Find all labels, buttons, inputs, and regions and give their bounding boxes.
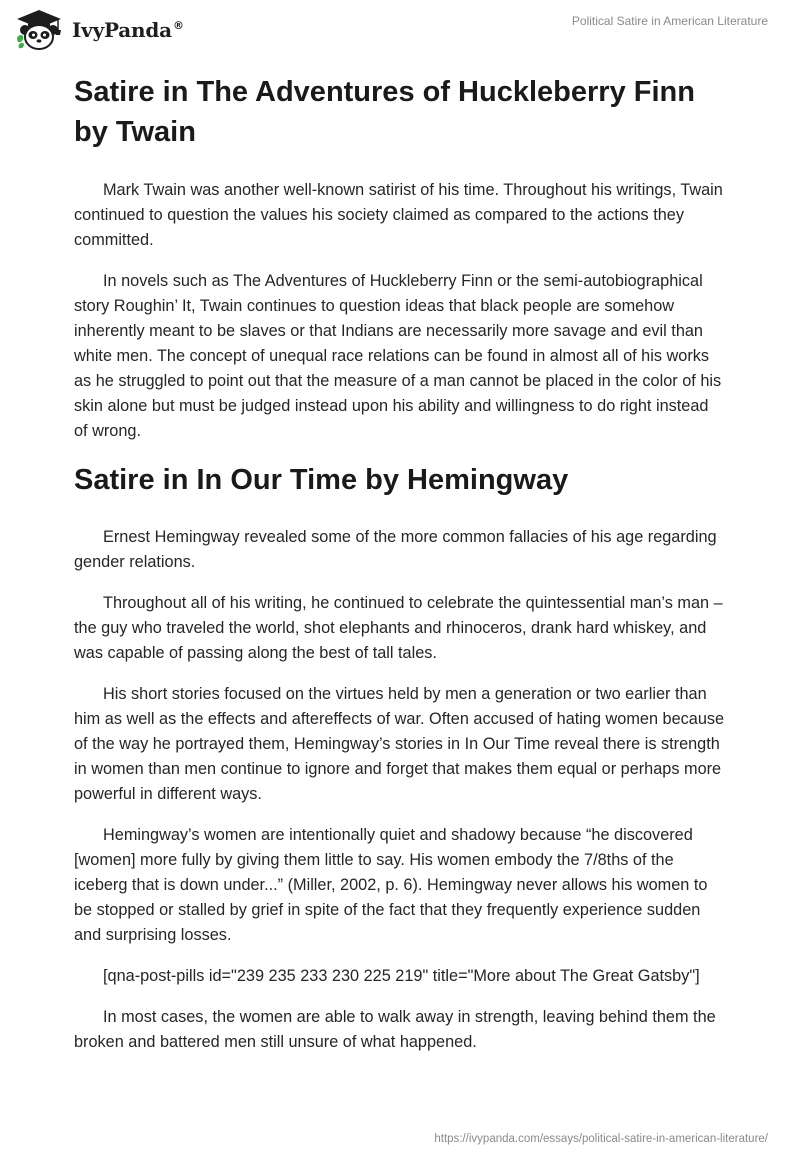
article-body [74, 70, 726, 1071]
paragraph: Ernest Hemingway revealed some of the more common fallacies of his age regarding gender relations. [74, 528, 717, 571]
source-url[interactable]: https://ivypanda.com/essays/political-satire-in-american-literature/ [434, 1133, 768, 1145]
section-heading-huckleberry-finn: Satire in The Adventures of Huckleberry Finn by Twain [74, 76, 695, 148]
registered-mark: ® [172, 19, 184, 33]
shortcode-paragraph: [qna-post-pills id="239 235 233 230 225 219" title="More about The Great Gatsby"] [103, 967, 700, 985]
paragraph: In novels such as The Adventures of Huckleberry Finn or the semi-autobiographical story Roughin’ It, Twain continues to question ideas that black people are somehow inherently meant to be slaves or that Indians are necessarily more savage and evil than white men. The concept of unequal race relations can be found in almost all of his works as he struggled to point out that the measure of a man cannot be placed in the color of his skin alone but must be judged instead upon his ability and willingness to do right instead of wrong. [74, 272, 722, 440]
page-header [0, 0, 800, 64]
paragraph: Mark Twain was another well-known satirist of his time. Throughout his writings, Twain continued to question the values his society claimed as compared to the actions they committed. [74, 181, 723, 249]
logo-wordmark [72, 18, 184, 42]
paragraph: Hemingway’s women are intentionally quiet and shadowy because “he discovered [women] more fully by giving them little to say. His women embody the 7/8ths of the iceberg that is down under...” (Miller, 2002, p. 6). Hemingway never allows his women to be stopped or stalled by grief in spite of the fact that they frequently experience sudden and surprising losses. [74, 826, 708, 944]
panda-graduate-icon [14, 8, 64, 52]
paragraph: His short stories focused on the virtues held by men a generation or two earlier than him as well as the effects and aftereffects of war. Often accused of hating women because of the way he portrayed them, Hemingway’s stories in In Our Time reveal there is strength in women than men continue to ignore and forget that makes them equal or perhaps more powerful in different ways. [74, 685, 725, 803]
document-title: Political Satire in American Literature [571, 14, 768, 28]
paragraph: In most cases, the women are able to walk away in strength, leaving behind them the broken and battered men still unsure of what happened. [74, 1008, 716, 1051]
paragraph: Throughout all of his writing, he continued to celebrate the quintessential man’s man – the guy who traveled the world, shot elephants and rhinoceros, drank hard whiskey, and was capable of passing along the best of tall tales. [74, 594, 723, 662]
logo-text: IvyPanda [72, 18, 172, 42]
ivypanda-logo[interactable] [14, 8, 184, 52]
section-heading-in-our-time: Satire in In Our Time by Hemingway [74, 464, 569, 496]
